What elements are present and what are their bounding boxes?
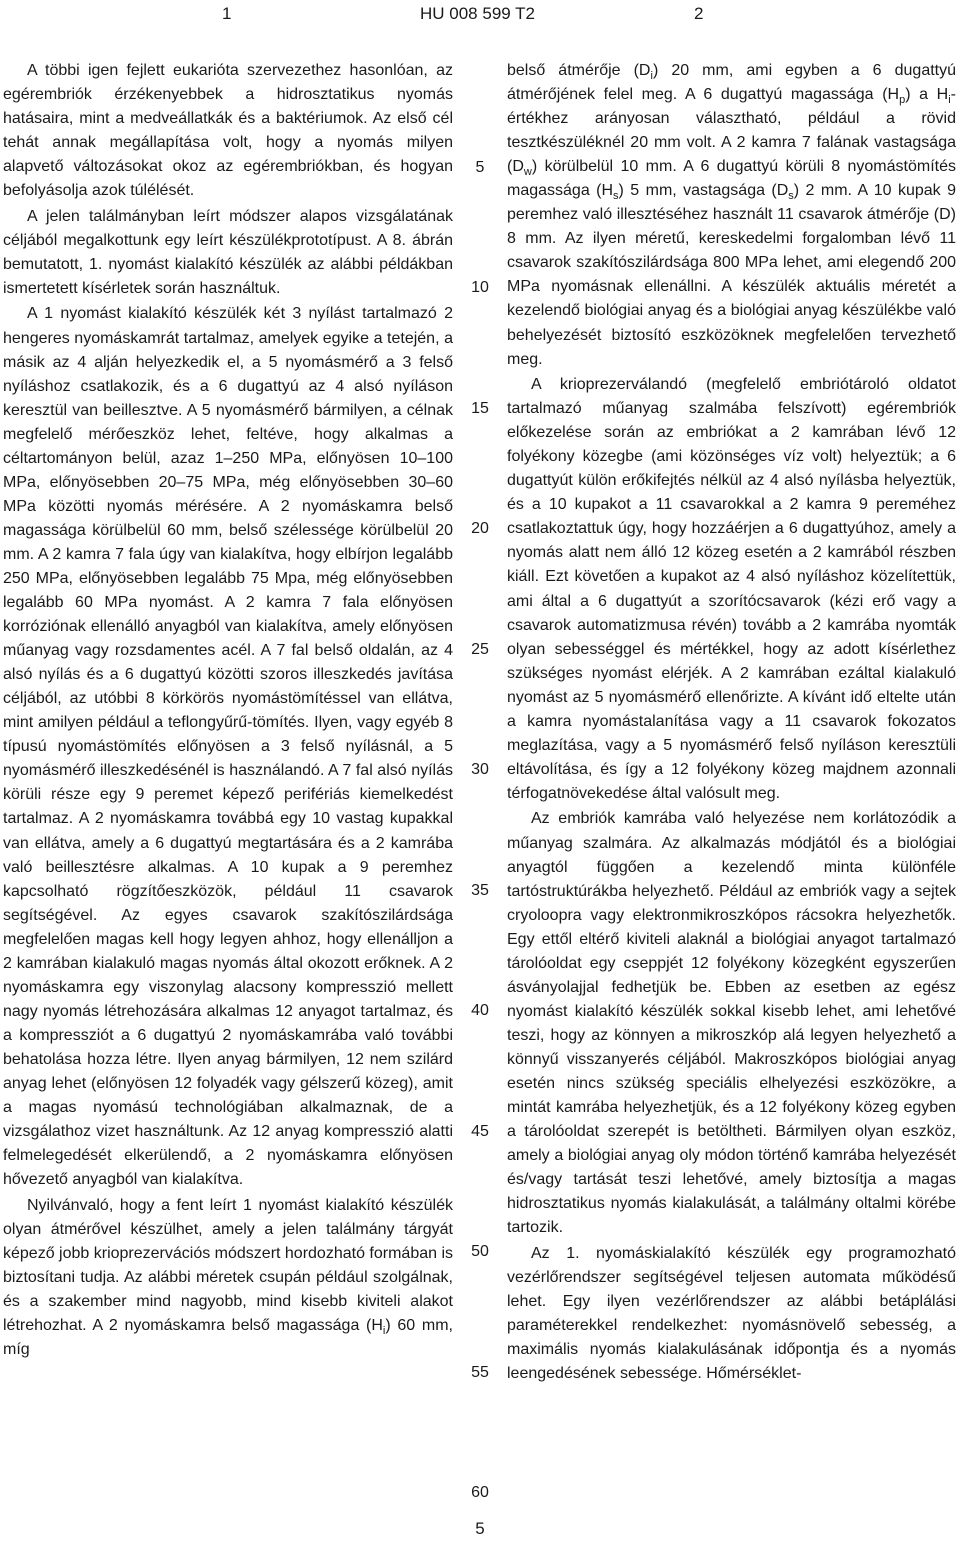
- line-number-gutter: [458, 0, 502, 1541]
- subscript: i: [948, 94, 951, 107]
- line-number: 45: [471, 1123, 489, 1140]
- left-column: [3, 59, 453, 1362]
- paragraph: Az 1. nyomáskialakító készülék egy programozható vezérlőrendszer segítségével teljesen automata működésű lehet. Egy ilyen vezérlőrendszer az alábbi betáplálási paraméterekkel rendelkezhet: nyomásnövelő sebesség, a maximális nyomás kialakulásának időpontja és a nyomás leengedésének sebessége. Hőmérséklet-: [507, 1244, 956, 1383]
- paragraph-text: ) a H: [905, 86, 949, 104]
- line-number: 20: [471, 520, 489, 537]
- right-column: [507, 59, 956, 1386]
- subscript: s: [613, 190, 619, 203]
- paragraph-text: ) 2 mm. A 10 kupak 9 peremhez való illesztéséhez használt 11 csavarok átmérője (D) 8 mm. Az ilyen méretű, kereskedelmi forgalomban lévő 11 csavarok szakítószilárdsága 800 MPa lehet, ami elegendő 200 MPa nyomásnak ellenállni. A készülék aktuális méretét a kezelendő biológiai anyag és a biológiai anyag készülékbe való behelyezését biztosító eszközöknek megfelelően tervezhető meg.: [507, 182, 956, 368]
- subscript: p: [899, 94, 906, 107]
- line-number: 50: [471, 1243, 489, 1260]
- subscript: w: [523, 166, 532, 179]
- paragraph-text: ) 60 mm, míg: [3, 1316, 453, 1358]
- paragraph-text: belső átmérője (D: [507, 62, 651, 79]
- paragraph: [3, 1194, 453, 1362]
- line-number: 10: [471, 279, 489, 296]
- header-left-page-number: 1: [222, 4, 232, 23]
- line-number: 30: [471, 761, 489, 778]
- paragraph: [507, 59, 956, 372]
- paragraph-text: Nyilvánvaló, hogy a fent leírt 1 nyomást kialakító készülék olyan átmérővel készülhet, amely a jelen találmány tárgyát képező jobb krioprezervációs módszert hordozható formában is biztosítani tudja. Az alábbi méretek csupán például szolgálnak, és a szakember mind nagyobb, mind kisebb kiviteli alakot létrehozhat. A 2 nyomáskamra belső magassága (H: [3, 1196, 454, 1334]
- paragraph: A krioprezerválandó (megfelelő embriótároló oldatot tartalmazó műanyag szalmába felszívott) egérembriók előkezelése során az embriókat a 2 kamrában lévő 12 folyékony közegbe (ami közönséges víz volt) helyeztük; a 6 dugattyút külön erőkifejtés nélkül az 4 alsó nyílásba helyeztük, és a 10 kupakot a 11 csavarokkal a 2 kamra 9 pereméhez csatlakoztattuk úgy, hogy hozzáérjen a 6 dugattyúhoz, amely a nyomás alatt nem álló 12 közeg esetén a 2 kamrából részben kiáll. Ezt követően a kupakot az 4 alsó nyíláshoz közelítettük, ami által a 6 dugattyút a szorítócsavarok (kézi erő vagy a csavarok automatizmusa révén) tovább a 2 kamrába nyomták olyan sebességgel és mértékkel, hogy az adott kísérlethez szükséges nyomást elérjék. A 2 kamrában ezáltal kialakuló nyomást az 5 nyomásmérő ellenőrizte. A kívánt idő eltelte után a kamra nyomástalanítása vagy a 11 csavarok fokozatos meglazítása, vagy a 5 nyomásmérő felső nyíláson keresztüli eltávolítása, és így a 12 folyékony közeg majdnem azonnali térfogatnövekedése által valósult meg.: [507, 376, 956, 802]
- paragraph-text: ) körülbelül 10 mm. A 6 dugattyú körüli 8 nyomástömítés magassága (H: [507, 158, 956, 200]
- line-number: 15: [471, 400, 489, 417]
- line-number: 55: [471, 1364, 489, 1381]
- subscript: i: [382, 1325, 386, 1338]
- line-number: 60: [471, 1484, 489, 1501]
- paragraph-text: -értékhez arányosan választható, például a rövid tesztkészüléknél 20 mm volt. A 2 kamra 7 falának vastagsága (D: [507, 86, 956, 176]
- line-number: 25: [471, 641, 489, 658]
- paragraph: A 1 nyomást kialakító készülék két 3 nyílást tartalmazó 2 hengeres nyomáskamrát tartalmaz, amelyek egyike a tetején, a másik az 4 alján helyezkedik el, a 5 nyomásmérő a 3 felső nyíláshoz csatlakozik, és a 6 dugattyú az 4 alsó nyíláson keresztül van beillesztve. A 5 nyomásmérő bármilyen, a célnak megfelelő mérőeszköz lehet, feltéve, hogy alkalmas a céltartományon belül, azaz 1–250 MPa, előnyösen 10–100 MPa, előnyösebben 20–75 MPa, még előnyösebben 30–60 MPa közötti nyomás mérésére. A 2 nyomáskamra belső magassága körülbelül 60 mm, belső szélessége körülbelül 20 mm. A 2 kamra 7 fala úgy van kialakítva, hogy elbírjon legalább 250 MPa, előnyösebben legalább 75 Mpa, még előnyösebben legalább 60 MPa nyomást. A 2 kamra 7 fala előnyösen korróziónak ellenálló anyagból van kialakítva, amely előnyösen műanyag vagy rozsdamentes acél. A 7 fal belső oldalán, az 4 alsó nyílás és a 6 dugattyú közötti szoros illeszkedés javítása céljából, az utóbbi 8 körkörös nyomástömítéssel van ellátva, mint amilyen például a teflongyűrű-tömítés. Ilyen, vagy egyéb 8 típusú nyomástömítés előnyösen a 3 felső nyílásnál, a 5 nyomásmérő illeszkedésénél is használandó. A 7 fal alsó nyílás körüli része egy 9 peremet képező perifériás kiemelkedést tartalmaz. A 2 nyomáskamra továbbá egy 10 vastag kupakkal van ellátva, amely a 6 dugattyú megtartására és a 2 kamrába való beillesztésre alkalmas. A 10 kupak a 9 peremhez kapcsolható rögzítőeszközök, például 11 csavarok segítségével. Az egyes csavarok szakítószilárdsága megfelelően magas kell hogy legyen ahhoz, hogy ellenálljon a 2 kamrában kialakuló magas nyomás által okozott erőknek. A 2 nyomáskamra egy viszonylag alacsony kompresszió mellett nagy nyomás létrehozására alkalmas 12 anyagot tartalmaz, és a kompressziót a 6 dugattyú 2 nyomáskamrába való további behatolása hozza létre. Ilyen anyag bármilyen, 12 nem szilárd anyag lehet (előnyösen 12 folyadék vagy gélszerű közeg), amit a magas nyomású technológiában alkalmaznak, de a vizsgálathoz vizet használtunk. Az 12 anyag kompresszió alatti felmelegedését elkerülendő, a 2 nyomáskamra előnyösen hővezető anyagból van kialakítva.: [3, 305, 453, 1189]
- line-number: 35: [471, 882, 489, 899]
- paragraph: A többi igen fejlett eukarióta szervezethez hasonlóan, az egérembriók érzékenyebbek a hidrosztatikus nyomás hatásaira, mint a medveállatkák és a baktériumok. Az első cél tehát annak megállapítása volt, hogy a nyomás milyen alapvető változásokat okoz az egérembriókban, és hogyan befolyásolja azok túlélését.: [3, 62, 453, 200]
- header-right-page-number: 2: [694, 4, 704, 23]
- paragraph: A jelen találmányban leírt módszer alapos vizsgálatának céljából megalkottunk egy leírt készülékprototípust. A 8. ábrán bemutatott, 1. nyomást kialakító készülék az alábbi példákban ismertetett kísérletek során használtuk.: [3, 207, 453, 297]
- paragraph: Az embriók kamrába való helyezése nem korlátozódik a műanyag szalmára. Az alkalmazás módjától és a biológiai anyagtól függően a kezelendő minta különféle tartóstruktúrákba helyezhető. Például az embriók vagy a sejtek cryoloopra vagy elektronmikroszkópos rácsokra helyezhetők. Egy ettől eltérő kiviteli alaknál a biológiai anyagot tartalmazó tárolóoldat egy cseppjét 12 folyékony közegként egyszerűen ásványolajjal fedhetjük be. Ebben az esetben az egész nyomást kialakító készülék sokkal kisebb lehet, ami lehetővé teszi, hogy az könnyen a mikroszkóp alá legyen helyezhető a könnyű visszanyerés céljából. Makroszkópos biológiai anyag esetén nincs szükség speciális elhelyezési eszközökre, a mintát kamrába helyezhetjük, és a 12 folyékony közeg egyben a tárolóoldat szerepét is betöltheti. Bármilyen olyan eszköz, amely a biológiai anyag oly módon történő kamrába helyezését és/vagy tartását teszi lehetővé, amely biztosítja a magas hidrosztatikus nyomás kialakulását, a találmány oltalmi körébe tartozik.: [507, 810, 956, 1237]
- line-number: 5: [475, 159, 485, 176]
- paragraph-text: ) 20 mm, ami egyben a 6 dugattyú átmérőjének felel meg. A 6 dugattyú magassága (H: [507, 62, 957, 104]
- line-number: 40: [471, 1002, 489, 1019]
- paragraph-text: ) 5 mm, vastagsága (D: [618, 182, 789, 200]
- page-footer-number: 5: [475, 1519, 485, 1538]
- subscript: s: [788, 190, 794, 203]
- subscript: i: [650, 70, 653, 83]
- header-document-number: HU 008 599 T2: [420, 4, 535, 23]
